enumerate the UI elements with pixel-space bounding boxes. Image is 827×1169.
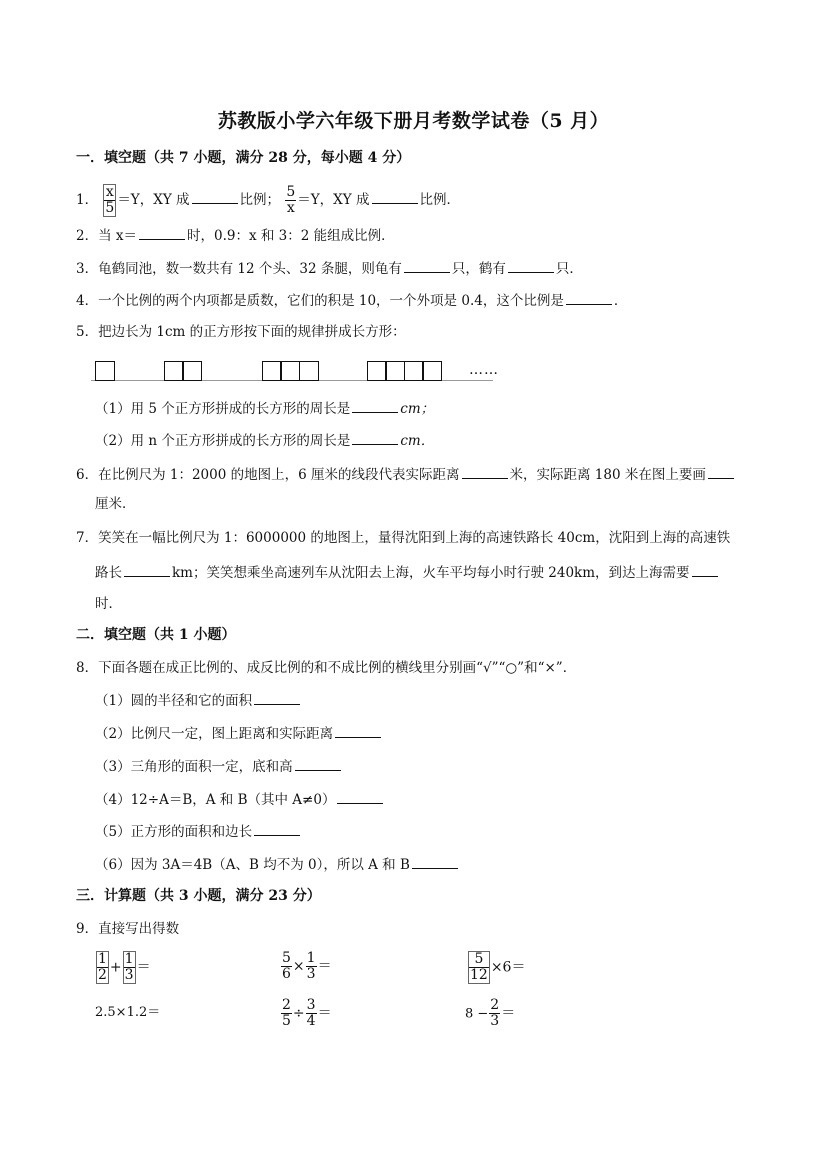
calc-item-6: 8 − $\frac{2}{3}$ ＝ <box>465 997 516 1029</box>
section-1-heading: 一．填空题（共 7 小题，满分 28 分，每小题 4 分） <box>76 150 411 166</box>
squares-3 <box>262 361 317 381</box>
answer-blank[interactable] <box>708 464 734 479</box>
section-3-heading: 三．计算题（共 3 小题，满分 23 分） <box>76 888 321 904</box>
question-8-item: （4）12÷A＝B，A 和 B（其中 A≠0） <box>95 789 385 810</box>
question-6-cont: 厘米． <box>95 496 136 512</box>
question-5-part-2: （2）用 n 个正方形拼成的长方形的周长是 cm． <box>95 430 434 451</box>
calc-item-4: 2.5×1.2＝ <box>95 1005 161 1020</box>
answer-blank[interactable] <box>139 225 185 240</box>
squares-2 <box>164 361 201 381</box>
fraction-x-over-5: $\frac{x}{5}$ <box>105 184 115 216</box>
answer-blank[interactable] <box>352 430 398 445</box>
answer-blank[interactable] <box>462 464 508 479</box>
question-8: 8．下面各题在成正比例的、成反比例的和不成比例的横线里分别画“√”“○”和“×”． <box>76 660 577 676</box>
answer-blank[interactable] <box>404 258 450 273</box>
page-title: 苏教版小学六年级下册月考数学试卷（5 月） <box>217 110 610 132</box>
answer-blank[interactable] <box>254 690 300 705</box>
question-4: 4．一个比例的两个内项都是质数，它们的积是 10，一个外项是 0.4，这个比例是 ． <box>76 290 627 311</box>
question-8-item: （5）正方形的面积和边长 <box>95 821 302 842</box>
answer-blank[interactable] <box>692 562 718 577</box>
answer-blank[interactable] <box>254 821 300 836</box>
question-3: 3．龟鹤同池，数一数共有 12 个头、32 条腿，则龟有 只，鹤有 只． <box>76 258 583 279</box>
calc-item-2: $\frac{5}{6}$ × $\frac{1}{3}$ ＝ <box>282 950 332 982</box>
calc-item-5: $\frac{2}{5}$ ÷ $\frac{3}{4}$ ＝ <box>282 997 332 1029</box>
answer-blank[interactable] <box>566 290 612 305</box>
fraction-5-over-x: $\frac{5}{x}$ <box>286 184 296 216</box>
answer-blank[interactable] <box>352 398 398 413</box>
answer-blank[interactable] <box>124 562 170 577</box>
squares-1 <box>95 361 113 381</box>
answer-blank[interactable] <box>295 756 341 771</box>
answer-blank[interactable] <box>508 258 554 273</box>
question-8-item: （2）比例尺一定，图上距离和实际距离 <box>95 723 383 744</box>
question-8-item: （3）三角形的面积一定，底和高 <box>95 756 343 777</box>
question-2: 2．当 x＝ 时，0.9：x 和 3：2 能组成比例． <box>76 225 395 246</box>
question-7: 7．笑笑在一幅比例尺为 1：6000000 的地图上，量得沈阳到上海的高速铁路长 40cm，沈阳到上海的高速铁 <box>76 530 731 546</box>
question-8-item: （1）圆的半径和它的面积 <box>95 690 302 711</box>
answer-blank[interactable] <box>412 854 458 869</box>
question-7-end: 时． <box>95 596 122 612</box>
question-1: 1． $\frac{x}{5}$ ＝Y，XY 成 比例； $\frac{5}{x}$ ＝Y，XY 成 比例． <box>76 184 460 216</box>
answer-blank[interactable] <box>192 189 238 204</box>
answer-blank[interactable] <box>335 723 381 738</box>
section-2-heading: 二．填空题（共 1 小题） <box>76 627 236 643</box>
question-9: 9．直接写出得数 <box>76 921 180 937</box>
question-6: 6．在比例尺为 1：2000 的地图上，6 厘米的线段代表实际距离 米，实际距离 180 米在图上要画 <box>76 464 736 485</box>
answer-blank[interactable] <box>337 789 383 804</box>
squares-4 <box>367 361 441 381</box>
calc-item-3: $\frac{5}{12}$ ×6＝ <box>470 951 526 983</box>
calc-item-1: $\frac{1}{2}$ + $\frac{1}{3}$ ＝ <box>98 951 151 983</box>
question-8-item: （6）因为 3A＝4B（A、B 均不为 0），所以 A 和 B <box>95 854 460 875</box>
question-5-part-1: （1）用 5 个正方形拼成的长方形的周长是 cm； <box>95 398 434 419</box>
question-5: 5．把边长为 1cm 的正方形按下面的规律拼成长方形： <box>76 324 406 340</box>
ellipsis: …… <box>469 362 499 378</box>
question-7-cont: 路长 km；笑笑想乘坐高速列车从沈阳去上海，火车平均每小时行驶 240km，到达上海需要 <box>95 562 720 583</box>
answer-blank[interactable] <box>372 189 418 204</box>
